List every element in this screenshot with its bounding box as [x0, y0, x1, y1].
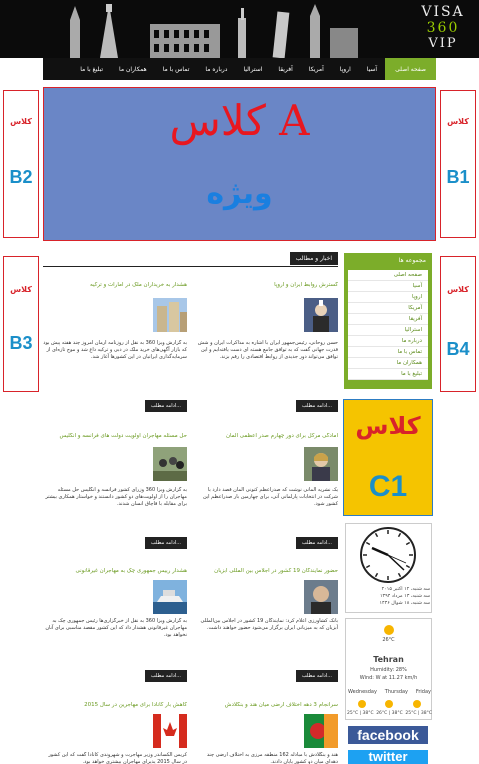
read-more-button[interactable]: ادامه مطلب... [145, 537, 187, 549]
ad-slot-b4[interactable] [440, 256, 476, 392]
forecast-range: 25°C | 38°C [347, 711, 374, 716]
article-thumbnail[interactable] [153, 580, 187, 614]
article-excerpt: حسن روحانی، رئیس‌جمهور ایران با اشاره به مذاکرات ایران و شش قدرت جهانی گفت که به توافق جامع هسته ای دست یافته‌ایم و این توافق می‌تواند دور جدیدی از روابط اقتصادی را رقم بزند. [197, 340, 338, 360]
forecast-day: Wednesday [348, 689, 377, 695]
article-excerpt: کریس الکساندر وزیر مهاجرت و شهروندی کانادا گفت که این کشور در سال 2015 پذیرای مهاجران بیشتری خواهد بود. [48, 752, 187, 764]
site-header [0, 0, 479, 58]
sidebar-item-partners[interactable]: همکاران ما [348, 358, 428, 369]
ad-code: B2 [9, 167, 33, 187]
nav-item-asia[interactable]: آسیا [366, 65, 378, 73]
sidebar-item-advertise[interactable]: تبلیغ با ما [348, 369, 428, 380]
nav-item-home[interactable]: صفحه اصلی [385, 58, 436, 80]
article-thumbnail[interactable] [304, 714, 338, 748]
sun-icon [384, 699, 394, 709]
article-thumbnail[interactable] [153, 714, 187, 748]
weather-temperature: 26°C [382, 637, 395, 643]
sidebar-categories [344, 253, 432, 389]
sidebar-item-contact[interactable]: تماس با ما [348, 347, 428, 358]
weather-forecast-days [348, 689, 431, 695]
ad-slot-b2[interactable] [3, 90, 39, 238]
date-gregorian: سه شنبه، ۱۲ اکتبر ۲۰۱۵ [381, 587, 430, 592]
ad-code: B3 [9, 333, 33, 353]
read-more-button[interactable]: ادامه مطلب... [296, 670, 338, 682]
nav-item-advertise[interactable]: تبلیغ با ما [80, 65, 104, 73]
nav-item-america[interactable]: آمریکا [308, 65, 324, 73]
sidebar-item-home[interactable]: صفحه اصلی [348, 270, 428, 281]
article-title[interactable]: هشدار به خریداران ملک در امارات و ترکیه [90, 282, 187, 288]
read-more-button[interactable]: ادامه مطلب... [145, 400, 187, 412]
weather-city: Tehran [373, 655, 404, 664]
logo-vip-text: VIP [428, 36, 458, 51]
read-more-button[interactable]: ادامه مطلب... [296, 537, 338, 549]
article-title[interactable]: حل مسئله مهاجران اولویت دولت های فرانسه و انگلیس [59, 433, 187, 439]
analog-clock-icon [346, 524, 431, 586]
sidebar-item-asia[interactable]: آسیا [348, 281, 428, 292]
ad-a-subtitle: ویژه [206, 176, 273, 211]
sidebar-item-australia[interactable]: استرالیا [348, 325, 428, 336]
ad-label: کلاس [10, 117, 32, 126]
news-article [194, 433, 338, 563]
logo-360-text: 360 [426, 20, 460, 36]
article-title[interactable]: حضور نمایندگان 19 کشور در اجلاس بین المللی آبزیان [214, 568, 338, 574]
read-more-button[interactable]: ادامه مطلب... [145, 670, 187, 682]
site-logo[interactable] [413, 4, 473, 56]
main-navigation [43, 58, 436, 80]
sidebar-item-africa[interactable]: آفریقا [348, 314, 428, 325]
ad-label: کلاس [447, 117, 469, 126]
sidebar-item-about[interactable]: درباره ما [348, 336, 428, 347]
news-article [194, 568, 338, 686]
article-title[interactable]: هشدار رییس جمهوری چک به مهاجران غیرقانونی [75, 568, 187, 574]
weather-widget [345, 618, 432, 720]
article-title[interactable]: کاهش بار کانادا برای مهاجرین در سال 2015 [84, 702, 187, 708]
date-display [348, 586, 430, 607]
ad-label: کلاس [10, 285, 32, 294]
article-excerpt: یک نشریه آلمانی نوشت که صدراعظم کنونی آلمان قصد دارد با شرکت در انتخابات پارلمانی آتی، برای چهارمین بار صدراعظم این کشور شود. [202, 487, 338, 507]
landmarks-skyline-image [60, 2, 370, 58]
forecast-range: 25°C | 38°C [405, 711, 432, 716]
news-article [194, 282, 338, 414]
nav-item-africa[interactable]: آفریقا [278, 65, 293, 73]
twitter-button[interactable]: twitter [348, 750, 428, 764]
nav-item-australia[interactable]: استرالیا [243, 65, 263, 73]
article-thumbnail[interactable] [153, 298, 187, 332]
article-excerpt: به گزارش ویزا 360 وزرای کشور فرانسه و انگلیس حل مسئله مهاجران را از اولویت‌های دو کشور دانستند و خواستار همکاری بیشتر برای مقابله با قاچاق انسان شدند. [45, 487, 187, 507]
news-article [43, 433, 187, 563]
news-article [43, 282, 187, 414]
weather-forecast-icons [348, 699, 431, 709]
article-thumbnail[interactable] [304, 580, 338, 614]
sidebar-item-america[interactable]: آمریکا [348, 303, 428, 314]
date-persian: سه شنبه، ۱۳ مرداد ۱۳۹۴ [379, 594, 430, 599]
article-title[interactable]: آمادگی مرکل برای دور چهارم صدر اعظمی آلمان [225, 433, 338, 439]
ad-code: B4 [446, 339, 470, 359]
article-thumbnail[interactable] [304, 447, 338, 481]
nav-item-europe[interactable]: اروپا [339, 65, 351, 73]
article-excerpt: به گزارش ویزا 360 به نقل از روزنامه آرمان امروز چند هفته پیش بود که بازار آگهی‌های خرید ملک در دبی و ترکیه داغ شد و موج تازه‌ای از سرمایه‌گذاری ایرانیان در این کشورها آغاز شد. [43, 340, 187, 360]
news-article [43, 568, 187, 686]
ad-label: کلاس [447, 285, 469, 294]
news-section-title: اخبار و مطالب [290, 252, 338, 265]
sidebar-list [348, 270, 428, 380]
ad-a-text: کلاس A [169, 96, 310, 145]
sun-icon [412, 699, 422, 709]
article-thumbnail[interactable] [153, 447, 187, 481]
ad-code: B1 [446, 167, 470, 187]
weather-humidity: Humidity: 28% [370, 667, 407, 673]
article-title[interactable]: گسترش روابط ایران و اروپا [274, 282, 338, 288]
ad-slot-b3[interactable] [3, 256, 39, 392]
forecast-day: Friday [415, 689, 431, 695]
ad-slot-b1[interactable] [440, 90, 476, 238]
article-excerpt: هند و بنگلادش با مبادله 162 منطقه مرزی به اختلاف ارضی چند دهه‌ای میان دو کشور پایان دادند. [206, 752, 338, 764]
logo-visa-text: VISA [421, 4, 465, 20]
sidebar-title: مجموعه ها [398, 257, 426, 264]
ad-code: C1 [368, 470, 408, 503]
ad-label: کلاس [355, 412, 421, 440]
sun-icon [357, 699, 367, 709]
facebook-button[interactable]: facebook [348, 726, 428, 744]
date-hijri: سه شنبه، ۱۸ شوال ۱۴۳۶ [379, 601, 430, 606]
news-section-header [43, 252, 338, 267]
news-article [43, 702, 187, 764]
nav-item-contact[interactable]: تماس با ما [162, 65, 190, 73]
forecast-day: Thursday [384, 689, 409, 695]
article-title[interactable]: سرانجام 3 دهه اختلاف ارضی میان هند و بنگلادش [224, 702, 338, 708]
nav-item-about[interactable]: درباره ما [205, 65, 228, 73]
news-article [194, 702, 338, 764]
weather-forecast-ranges [347, 711, 432, 716]
ad-slot-c1[interactable] [343, 399, 433, 516]
article-excerpt: بانک کشاورزی اعلام کرد: نمایندگان 19 کشور در اجلاس بین‌المللی آبزیان که به میزبانی ایران برگزار می‌شود حضور خواهند داشت. [200, 618, 338, 631]
ad-slot-a-banner[interactable] [43, 87, 436, 241]
article-thumbnail[interactable] [304, 298, 338, 332]
sidebar-item-europe[interactable]: اروپا [348, 292, 428, 303]
read-more-button[interactable]: ادامه مطلب... [296, 400, 338, 412]
article-excerpt: به گزارش ویزا 360 به نقل از خبرگزاری‌ها رئیس جمهوری چک به مهاجران غیرقانونی هشدار داد که این کشور مقصد مناسبی برای آنان نخواهد بود. [45, 618, 187, 638]
weather-wind: Wind: W at 11.27 km/h [359, 675, 418, 681]
forecast-range: 26°C | 38°C [376, 711, 403, 716]
nav-item-partners[interactable]: همکاران ما [119, 65, 147, 73]
